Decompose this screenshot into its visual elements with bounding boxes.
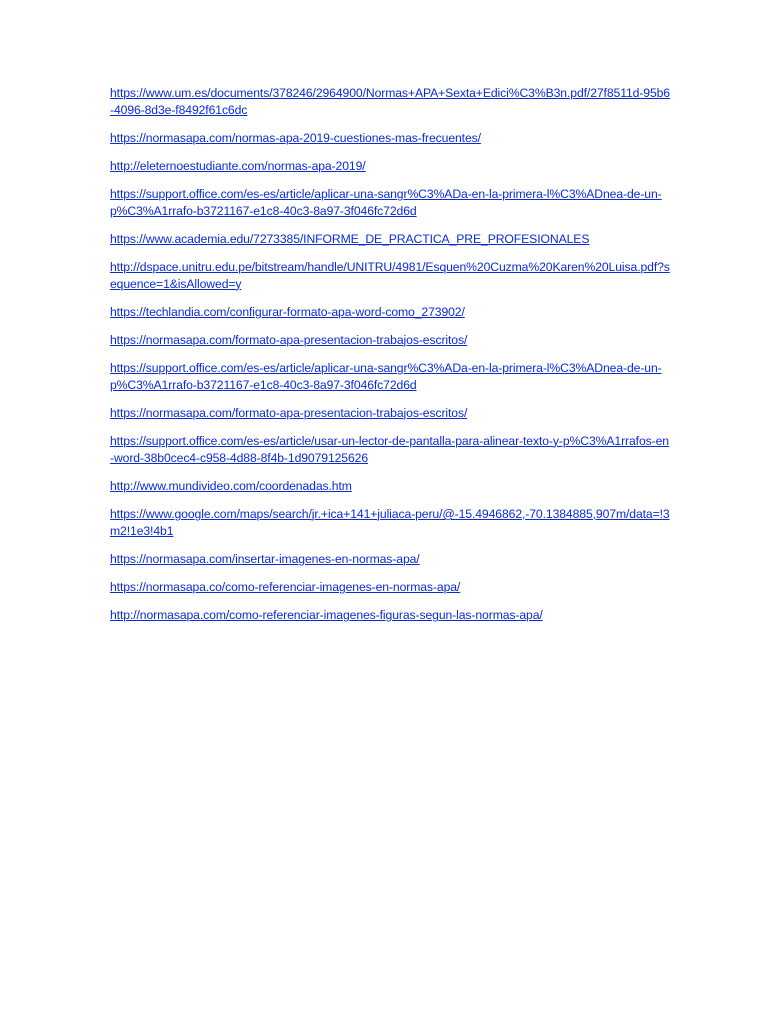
reference-item [110,433,670,467]
reference-link[interactable]: https://normasapa.com/formato-apa-presentacion-trabajos-escritos/ [110,406,468,420]
reference-item [110,85,670,119]
reference-link[interactable]: https://normasapa.com/insertar-imagenes-en-normas-apa/ [110,552,420,566]
reference-item [110,579,670,596]
reference-item [110,506,670,540]
reference-item [110,478,670,495]
reference-item [110,259,670,293]
reference-item [110,158,670,175]
reference-item [110,231,670,248]
reference-link[interactable]: https://support.office.com/es-es/article/aplicar-una-sangr%C3%ADa-en-la-primera-l%C3%ADnea-de-un-p%C3%A1rrafo-b3721167-e1c8-40c3-8a97-3f046fc72d6d [110,187,662,218]
reference-link[interactable]: https://support.office.com/es-es/article/usar-un-lector-de-pantalla-para-alinear-texto-y-p%C3%A1rrafos-en-word-38b0cec4-c958-4d88-8f4b-1d9079125626 [110,434,669,465]
reference-item [110,551,670,568]
reference-item [110,607,670,624]
reference-link[interactable]: http://eleternoestudiante.com/normas-apa-2019/ [110,159,366,173]
reference-link[interactable]: https://www.academia.edu/7273385/INFORME_DE_PRACTICA_PRE_PROFESIONALES [110,232,590,246]
reference-link[interactable]: https://www.google.com/maps/search/jr.+ica+141+juliaca-peru/@-15.4946862,-70.1384885,907m/data=!3m2!1e3!4b1 [110,507,670,538]
reference-link[interactable]: https://www.um.es/documents/378246/2964900/Normas+APA+Sexta+Edici%C3%B3n.pdf/27f8511d-95b6-4096-8d3e-f8492f61c6dc [110,86,670,117]
reference-item [110,304,670,321]
reference-list [110,85,670,635]
reference-link[interactable]: https://normasapa.com/normas-apa-2019-cuestiones-mas-frecuentes/ [110,131,481,145]
reference-link[interactable]: https://normasapa.co/como-referenciar-imagenes-en-normas-apa/ [110,580,461,594]
reference-item [110,186,670,220]
reference-link[interactable]: https://techlandia.com/configurar-formato-apa-word-como_273902/ [110,305,465,319]
reference-item [110,130,670,147]
reference-link[interactable]: http://dspace.unitru.edu.pe/bitstream/handle/UNITRU/4981/Esquen%20Cuzma%20Karen%20Luisa.pdf?sequence=1&isAllowed=y [110,260,670,291]
reference-item [110,405,670,422]
reference-item [110,360,670,394]
reference-item [110,332,670,349]
reference-link[interactable]: http://normasapa.com/como-referenciar-imagenes-figuras-segun-las-normas-apa/ [110,608,543,622]
reference-link[interactable]: http://www.mundivideo.com/coordenadas.htm [110,479,352,493]
reference-link[interactable]: https://support.office.com/es-es/article/aplicar-una-sangr%C3%ADa-en-la-primera-l%C3%ADnea-de-un-p%C3%A1rrafo-b3721167-e1c8-40c3-8a97-3f046fc72d6d [110,361,662,392]
reference-link[interactable]: https://normasapa.com/formato-apa-presentacion-trabajos-escritos/ [110,333,468,347]
